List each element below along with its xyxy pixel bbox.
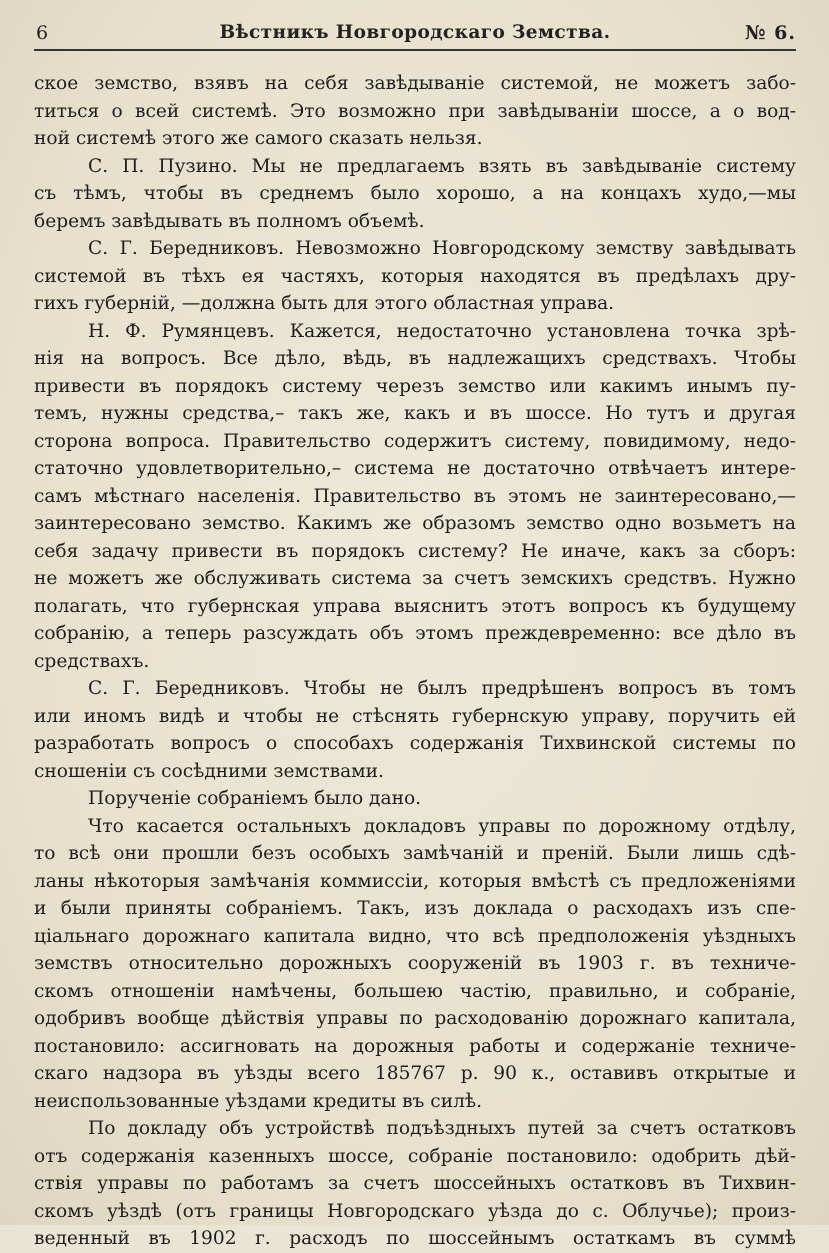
text-line: веденный въ 1902 г. расходъ по шоссейнымъ остаткамъ въ суммѣ xyxy=(34,1228,796,1249)
text-line: титься о всей системѣ. Это возможно при завѣдываніи шоссе, а о вод- xyxy=(34,100,796,122)
text-line: то всѣ они прошли безъ особыхъ замѣчаній и преній. Были лишь сдѣ- xyxy=(34,843,796,864)
text-line: нія на вопросъ. Все дѣло, вѣдь, въ надлежащихъ средствахъ. Чтобы xyxy=(34,348,796,369)
text-line: беремъ завѣдывать въ полномъ объемѣ. xyxy=(34,210,425,232)
text-line: разработать вопросъ о способахъ содержанія Тихвинской системы по xyxy=(34,733,796,754)
text-line: С. Г. Бередниковъ. Невозможно Новгородскому земству завѣдывать xyxy=(88,238,796,259)
text-line: привести въ порядокъ систему черезъ земство или какимъ инымъ пу- xyxy=(34,375,796,397)
text-line: ствія управы по работамъ за счетъ шоссейныхъ остатковъ въ Тихвин- xyxy=(34,1173,796,1194)
text-line: ціальнаго дорожнаго капитала видно, что всѣ предположенія уѣздныхъ xyxy=(34,925,796,947)
text-line: С. П. Пузино. Мы не предлагаемъ взять въ завѣдываніе систему xyxy=(88,155,796,177)
text-line: средствахъ. xyxy=(34,650,150,672)
text-line: полагать, что губернская управа выяснитъ этотъ вопросъ къ будущему xyxy=(34,595,796,617)
text-line: скомъ уѣздѣ (отъ границы Новгородскаго уѣзда до с. Облучье); произ- xyxy=(34,1200,796,1222)
text-line: ланы нѣкоторыя замѣчанія коммиссіи, которыя вмѣстѣ съ предложеніями xyxy=(34,870,796,892)
issue-number: № 6. xyxy=(744,22,796,44)
text-line: статочно удовлетворительно,– система не достаточно отвѣчаетъ интере- xyxy=(34,458,796,479)
text-line: собранію, а теперь разсуждать объ этомъ преждевременно: все дѣло въ xyxy=(34,623,796,644)
text-line: системой въ тѣхъ ея частяхъ, которыя находятся въ предѣлахъ дру- xyxy=(34,265,796,287)
body-text xyxy=(34,70,796,1253)
text-line: скаго надзора въ уѣзды всего 185767 р. 90 к., оставивъ открытые и xyxy=(34,1063,796,1084)
text-line: постановило: ассигновать на дорожныя работы и содержаніе техниче- xyxy=(34,1035,796,1057)
text-line: сношеніи съ сосѣдними земствами. xyxy=(34,760,384,782)
text-line: съ тѣмъ, чтобы въ среднемъ было хорошо, а на концахъ худо,—мы xyxy=(34,183,796,204)
journal-title: Вѣстникъ Новгородскаго Земства. xyxy=(219,22,611,43)
text-line: скомъ отношеніи намѣчены, большею частію, правильно, и собраніе, xyxy=(34,980,796,1002)
text-line: заинтересовано земство. Какимъ же образомъ земство одно возьметъ на xyxy=(34,513,796,534)
text-line: или иномъ видѣ и чтобы не стѣснять губернскую управу, поручить ей xyxy=(34,705,796,727)
text-line: Н. Ф. Румянцевъ. Кажется, недостаточно установлена точка зрѣ- xyxy=(88,320,796,342)
text-line: неиспользованные уѣздами кредиты въ силѣ. xyxy=(34,1090,483,1112)
text-line: По докладу объ устройствѣ подъѣздныхъ путей за счетъ остатковъ xyxy=(88,1118,796,1139)
text-line: ское земство, взявъ на себя завѣдываніе системой, не можетъ забо- xyxy=(34,73,796,94)
text-line: себя задачу привести въ порядокъ систему? Не иначе, какъ за сборъ: xyxy=(34,540,796,562)
page-header xyxy=(34,22,796,50)
header-rule xyxy=(34,49,796,51)
text-line: земствъ относительно дорожныхъ сооруженій въ 1903 г. въ техниче- xyxy=(34,953,796,974)
text-line: одобривъ вообще дѣйствія управы по расходованію дорожнаго капитала, xyxy=(34,1008,796,1029)
text-line: темъ, нужны средства,– такъ же, какъ и въ шоссе. Но тутъ и другая xyxy=(34,403,796,424)
text-line: Что касается остальныхъ докладовъ управы по дорожному отдѣлу, xyxy=(88,815,796,837)
text-line: самъ мѣстнаго населенія. Правительство въ этомъ не заинтересовано,— xyxy=(34,485,796,507)
text-line: не можетъ же обслуживать система за счетъ земскихъ средствъ. Нужно xyxy=(34,568,796,589)
text-line: ной системѣ этого же самого сказать нельзя. xyxy=(34,128,483,149)
page-number: 6 xyxy=(36,22,49,44)
text-line: Порученіе собраніемъ было дано. xyxy=(88,788,422,809)
text-line: С. Г. Бередниковъ. Чтобы не былъ предрѣшенъ вопросъ въ томъ xyxy=(88,678,796,699)
text-line: и были приняты собраніемъ. Такъ, изъ доклада о расходахъ изъ спе- xyxy=(34,898,796,919)
text-line: сторона вопроса. Правительство содержитъ систему, повидимому, недо- xyxy=(34,430,796,452)
text-line: гихъ губерній, —должна быть для этого областная управа. xyxy=(34,293,615,314)
text-line: отъ содержанія казенныхъ шоссе, собраніе постановило: одобрить дѣй- xyxy=(34,1145,796,1167)
